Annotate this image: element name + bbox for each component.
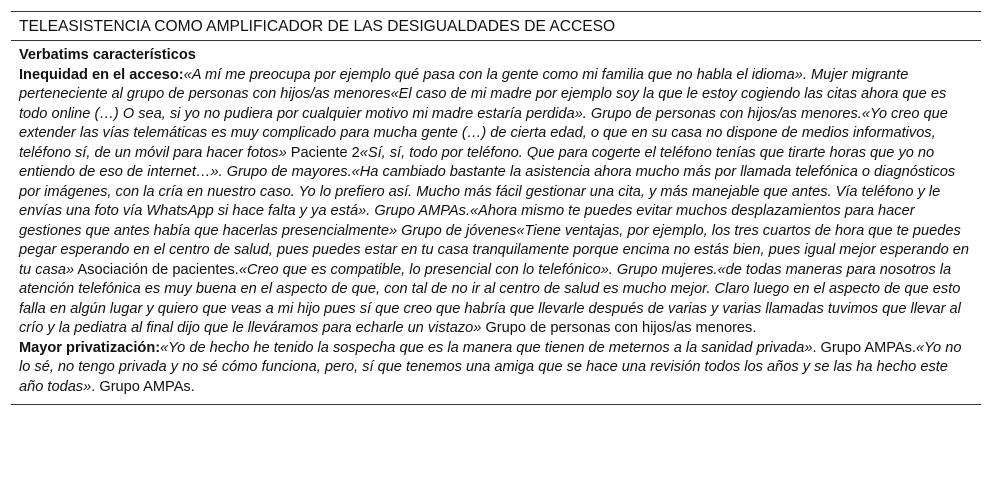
quote-segment: «Sí, sí, todo por teléfono. Que para cogerte el teléfono tenías que tirarte horas que yo no entiendo de eso de internet…». Grupo de mayores.«Ha cambiado bastante la asistencia ahora mucho más por llamada telefónica o diagnósticos por imágenes, con la cría en nuestro caso. Yo lo prefiero así. Mucho más fácil gestionar una cita, y más manejable que antes. Vía teléfono y le envías una foto vía WhatsApp si hace falta y ya está». Grupo AMPAs.«Ahora mismo te puedes evitar muchos desplazamientos para hacer gestiones que antes había que hacerlas presencialmente» Grupo de jóvenes«Tiene ventajas, por ejemplo, los tres cuartos de hora que te puedes pegar esperando en el centro de salud, pues puedes estar en tu casa tranquilamente porque encima no estás bien, pues igual mejor esperando en tu casa» [19, 144, 970, 278]
attribution-segment: . Grupo AMPAs. [91, 378, 195, 395]
category-privatizacion-paragraph [19, 339, 973, 398]
section-heading: Verbatims característicos [19, 47, 196, 63]
category-inequidad-label: Inequidad en el acceso: [19, 66, 184, 83]
attribution-segment: . Grupo AMPAs. [812, 339, 916, 356]
quote-segment: «A mí me preocupa por ejemplo qué pasa con la gente como mi familia que no habla el idioma». Mujer migrante perteneciente al grupo de personas con hijos/as menores«El caso de mi madre por ejemplo soy la que le estoy cogiendo las citas ahora que es todo online (…) O sea, si yo no pudiera por cualquier motivo mi madre estaría perdida». Grupo de personas con hijos/as menores.«Yo creo que extender las vías telemáticas es muy complicado para mucha gente (…) de cierta edad, o que en su casa no dispone de medios informativos, teléfono sí, de un móvil para hacer fotos» [19, 66, 948, 161]
quote-segment: «Yo de hecho he tenido la sospecha que es la manera que tienen de meternos a la sanidad privada» [160, 339, 813, 356]
verbatims-table [11, 11, 981, 405]
quote-segment: «Yo no lo sé, no tengo privada y no sé cómo funciona, pero, sí que tenemos una amiga que se hace una revisión todos los años y se las ha hecho este año todas» [19, 339, 962, 395]
attribution-segment: Asociación de pacientes. [74, 261, 239, 278]
attribution-segment: Paciente 2 [286, 144, 360, 161]
category-inequidad-paragraph [19, 66, 973, 339]
category-privatizacion-label: Mayor privatización: [19, 339, 161, 356]
quote-segment: «Creo que es compatible, lo presencial con lo telefónico». Grupo mujeres.«de todas maneras para nosotros la atención telefónica es muy buena en el aspecto de que, con tal de no ir al centro de salud es mucho mejor. Claro luego en el aspecto de que esto falla en algún lugar y quiero que veas a mi hijo pues sí que creo que habría que llevarle después de varias y varias llamadas tuvimos que llevar al crío y la pediatra al final dijo que le lleváramos para echarle un vistazo» [19, 261, 961, 336]
attribution-segment: Grupo de personas con hijos/as menores. [481, 320, 757, 336]
table-body-cell [11, 41, 981, 404]
table-title: TELEASISTENCIA COMO AMPLIFICADOR DE LAS DESIGUALDADES DE ACCESO [11, 12, 981, 41]
